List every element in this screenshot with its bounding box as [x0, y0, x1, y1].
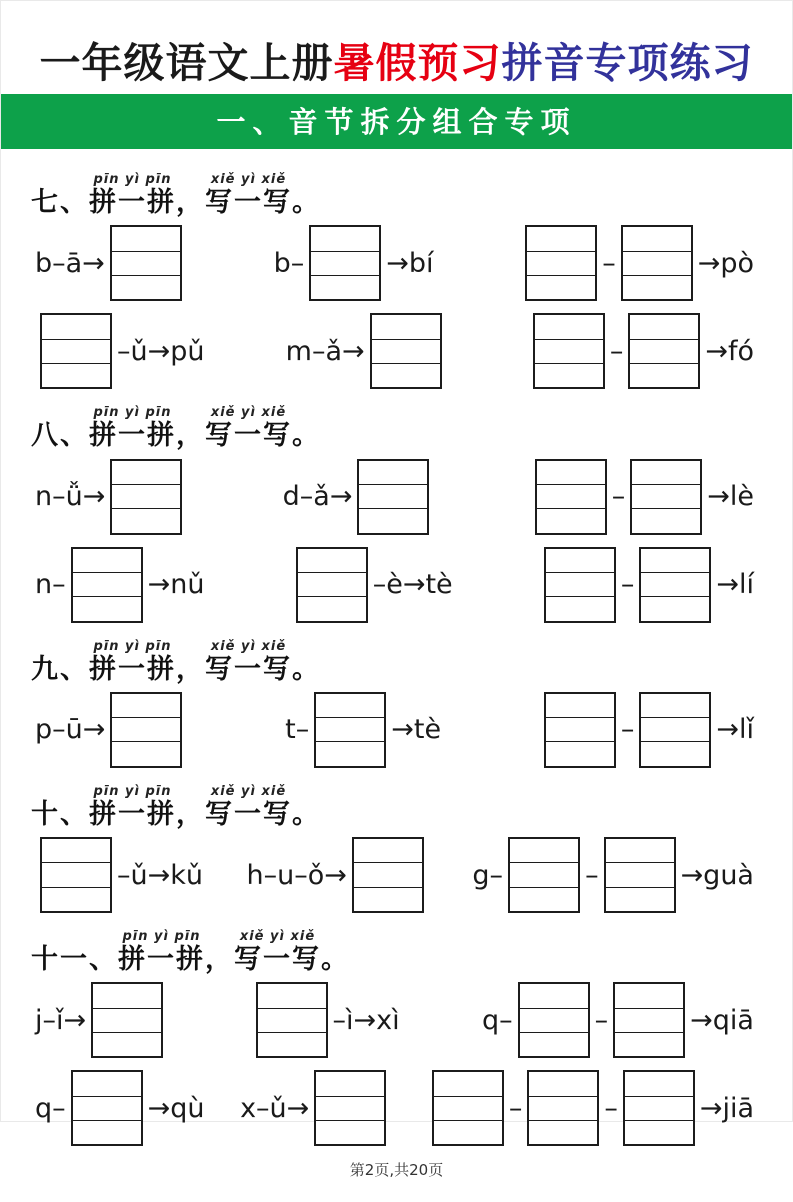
pinyin-text: –ǔ→pǔ: [117, 335, 205, 367]
answer-box-line: [93, 984, 161, 1007]
heading-part: [292, 638, 321, 685]
answer-box[interactable]: [432, 1070, 504, 1146]
heading-text: 写一写: [234, 944, 321, 976]
answer-box-line: [630, 363, 698, 387]
heading-pinyin: [304, 638, 310, 655]
exercise-item: [240, 1068, 391, 1148]
answer-box-line: [93, 1008, 161, 1032]
exercise-item: [539, 545, 754, 625]
answer-box-line: [311, 251, 379, 275]
exercise-item: [35, 457, 187, 537]
answer-box-line: [112, 275, 180, 299]
answer-box[interactable]: [40, 313, 112, 389]
heading-pinyin: [304, 171, 310, 188]
heading-pinyin: [333, 928, 339, 945]
answer-box[interactable]: [613, 982, 685, 1058]
answer-box[interactable]: [639, 692, 711, 768]
pinyin-text: n–: [35, 569, 66, 601]
section-heading: [31, 404, 792, 451]
answer-box[interactable]: [91, 982, 163, 1058]
answer-box-line: [537, 484, 605, 508]
heading-pinyin: xiě yì xiě: [239, 929, 316, 945]
answer-box-line: [529, 1096, 597, 1120]
answer-box-line: [510, 887, 578, 911]
pinyin-text: g–: [472, 859, 504, 891]
answer-box-line: [298, 596, 366, 620]
exercise-item: [286, 311, 447, 391]
section-heading: [31, 638, 792, 685]
pinyin-text: n–ǚ→: [35, 481, 106, 513]
answer-box[interactable]: [370, 313, 442, 389]
answer-box-line: [372, 315, 440, 338]
answer-box[interactable]: [256, 982, 328, 1058]
heading-pinyin: [57, 638, 63, 655]
heading-pinyin: [304, 783, 310, 800]
exercise-item: [35, 835, 203, 915]
answer-box-line: [535, 339, 603, 363]
answer-box-line: [641, 596, 709, 620]
pinyin-text: →nǔ: [147, 569, 205, 601]
pinyin-text: –: [594, 1004, 609, 1036]
exercise-row: [1, 687, 792, 775]
section-heading: [31, 928, 792, 975]
answer-box-line: [112, 227, 180, 250]
pinyin-text: m–ǎ→: [285, 335, 365, 367]
answer-box-line: [630, 315, 698, 338]
heading-part: [176, 171, 205, 218]
exercise-section-1: [1, 171, 792, 396]
answer-box[interactable]: [518, 982, 590, 1058]
answer-box-line: [615, 1008, 683, 1032]
answer-box[interactable]: [533, 313, 605, 389]
pinyin-text: –: [604, 1092, 618, 1124]
answer-box[interactable]: [40, 837, 112, 913]
exercise-item: [427, 1068, 754, 1148]
answer-box-line: [630, 339, 698, 363]
heading-pinyin: xiě yì xiě: [210, 172, 287, 188]
heading-text: ，: [176, 187, 205, 219]
heading-part: [176, 783, 205, 830]
exercise-row: [1, 1065, 792, 1153]
heading-pinyin: pīn yì pīn: [93, 405, 172, 421]
answer-box-line: [625, 1096, 693, 1120]
heading-text: 写一写: [205, 798, 292, 830]
heading-text: 拼一拼: [118, 944, 205, 976]
answer-box-line: [372, 339, 440, 363]
answer-box-line: [546, 572, 614, 596]
answer-box-line: [112, 508, 180, 532]
answer-box-line: [632, 508, 700, 532]
answer-box-line: [434, 1096, 502, 1120]
answer-box-line: [546, 717, 614, 741]
exercise-row: [1, 454, 792, 542]
pinyin-text: →qù: [147, 1092, 205, 1124]
answer-box[interactable]: [623, 1070, 695, 1146]
pinyin-text: x–ǔ→: [240, 1092, 310, 1124]
heading-text: 写一写: [205, 187, 292, 219]
answer-box[interactable]: [352, 837, 424, 913]
exercise-item: [528, 311, 754, 391]
exercise-item: [472, 835, 754, 915]
answer-box-line: [615, 984, 683, 1007]
heading-pinyin: xiě yì xiě: [210, 638, 287, 654]
answer-box[interactable]: [621, 225, 693, 301]
answer-box[interactable]: [544, 547, 616, 623]
answer-box-line: [606, 862, 674, 886]
answer-box-line: [112, 484, 180, 508]
answer-box-line: [641, 572, 709, 596]
exercise-item: [35, 545, 204, 625]
heading-pinyin: pīn yì pīn: [93, 638, 172, 654]
banner-text: 一、音节拆分组合专项: [216, 105, 577, 140]
heading-text: 拼一拼: [89, 420, 176, 452]
answer-box-line: [535, 315, 603, 338]
heading-text: 。: [292, 653, 321, 685]
pinyin-text: –: [620, 569, 635, 601]
answer-box-line: [510, 862, 578, 886]
heading-text: 写一写: [205, 653, 292, 685]
answer-box-line: [42, 363, 110, 387]
pinyin-text: →lǐ: [716, 714, 754, 746]
exercise-section-5: [1, 928, 792, 1153]
heading-part: [205, 783, 292, 830]
heading-text: 八、: [31, 420, 89, 452]
answer-box-line: [42, 887, 110, 911]
answer-box[interactable]: [630, 459, 702, 535]
answer-box-line: [537, 461, 605, 484]
answer-box-line: [316, 1120, 384, 1144]
exercise-item: [285, 690, 441, 770]
answer-box-line: [311, 275, 379, 299]
heading-part: [89, 638, 176, 685]
answer-box[interactable]: [71, 547, 143, 623]
pinyin-text: p–ū→: [35, 714, 106, 746]
exercise-row: [1, 832, 792, 920]
heading-part: [31, 404, 89, 451]
answer-box-line: [372, 363, 440, 387]
exercise-item: [35, 223, 187, 303]
answer-box-line: [311, 227, 379, 250]
heading-part: [176, 404, 205, 451]
answer-box[interactable]: [628, 313, 700, 389]
heading-text: ，: [176, 653, 205, 685]
heading-part: [205, 171, 292, 218]
heading-part: [205, 638, 292, 685]
answer-box-line: [316, 717, 384, 741]
heading-text: 七、: [31, 187, 89, 219]
answer-box-line: [73, 572, 141, 596]
answer-box[interactable]: [604, 837, 676, 913]
title-part-red: 暑假预习: [333, 40, 502, 86]
answer-box-line: [298, 549, 366, 572]
answer-box[interactable]: [314, 1070, 386, 1146]
exercise-item: [35, 311, 205, 391]
answer-box[interactable]: [527, 1070, 599, 1146]
pinyin-text: –: [611, 481, 626, 513]
answer-box-line: [623, 251, 691, 275]
pinyin-text: –: [609, 335, 624, 367]
heading-pinyin: [188, 638, 194, 655]
pinyin-text: →lè: [707, 481, 754, 513]
exercise-section-4: [1, 783, 792, 920]
heading-pinyin: [57, 171, 63, 188]
section-heading: [31, 783, 792, 830]
answer-box-line: [529, 1120, 597, 1144]
answer-box[interactable]: [71, 1070, 143, 1146]
exercise-item: [520, 223, 754, 303]
answer-box-line: [625, 1072, 693, 1095]
answer-box[interactable]: [314, 692, 386, 768]
pinyin-text: –è→tè: [372, 569, 453, 601]
heading-part: [31, 171, 89, 218]
exercise-item: [539, 690, 754, 770]
exercise-item: [283, 457, 435, 537]
pinyin-text: →qiā: [690, 1004, 754, 1036]
exercise-item: [35, 980, 168, 1060]
exercise-item: [35, 690, 187, 770]
heading-text: 拼一拼: [89, 798, 176, 830]
answer-box-line: [316, 741, 384, 765]
answer-box-line: [434, 1120, 502, 1144]
heading-pinyin: [188, 783, 194, 800]
pinyin-text: d–ǎ→: [282, 481, 353, 513]
answer-box-line: [623, 275, 691, 299]
answer-box-line: [546, 549, 614, 572]
pinyin-text: h–u–ǒ→: [246, 859, 347, 891]
heading-pinyin: pīn yì pīn: [93, 783, 172, 799]
pinyin-text: –: [620, 714, 635, 746]
answer-box-line: [546, 596, 614, 620]
answer-box-line: [510, 839, 578, 862]
pinyin-text: –ì→xì: [332, 1004, 400, 1036]
heading-part: [205, 404, 292, 451]
pinyin-text: →guà: [680, 859, 754, 891]
pinyin-text: q–: [35, 1092, 66, 1124]
answer-box-line: [641, 741, 709, 765]
exercise-row: [1, 977, 792, 1065]
answer-box-line: [316, 1072, 384, 1095]
heading-text: 。: [321, 944, 350, 976]
answer-box-line: [73, 596, 141, 620]
title-part-blue: 拼音专项练习: [501, 40, 754, 86]
heading-text: ，: [176, 420, 205, 452]
heading-pinyin: [57, 783, 63, 800]
answer-box-line: [529, 1072, 597, 1095]
heading-pinyin: [188, 404, 194, 421]
exercise-sections: [1, 149, 792, 1153]
answer-box-line: [615, 1032, 683, 1056]
pinyin-text: j–ǐ→: [35, 1004, 87, 1036]
answer-box-line: [546, 741, 614, 765]
heading-pinyin: pīn yì pīn: [122, 929, 201, 945]
heading-part: [292, 783, 321, 830]
answer-box-line: [520, 1008, 588, 1032]
answer-box-line: [527, 275, 595, 299]
answer-box-line: [625, 1120, 693, 1144]
answer-box[interactable]: [525, 225, 597, 301]
answer-box-line: [354, 839, 422, 862]
pinyin-text: →lí: [716, 569, 754, 601]
answer-box[interactable]: [110, 459, 182, 535]
exercise-item: [251, 980, 400, 1060]
heading-part: [118, 928, 205, 975]
answer-box[interactable]: [357, 459, 429, 535]
answer-box-line: [93, 1032, 161, 1056]
heading-part: [89, 783, 176, 830]
answer-box-line: [520, 1032, 588, 1056]
exercise-section-3: [1, 638, 792, 775]
page-number: 第2页,共20页: [349, 1161, 444, 1180]
answer-box-line: [112, 717, 180, 741]
answer-box-line: [354, 887, 422, 911]
answer-box-line: [316, 1096, 384, 1120]
answer-box-line: [632, 461, 700, 484]
heading-part: [205, 928, 234, 975]
pinyin-text: –: [585, 859, 599, 891]
heading-text: 。: [292, 187, 321, 219]
heading-pinyin: [217, 928, 223, 945]
heading-text: ，: [205, 944, 234, 976]
heading-pinyin: [304, 404, 310, 421]
section-heading: [31, 171, 792, 218]
heading-pinyin: xiě yì xiě: [210, 405, 287, 421]
answer-box-line: [73, 1096, 141, 1120]
pinyin-text: →jiā: [699, 1092, 754, 1124]
answer-box[interactable]: [544, 692, 616, 768]
heading-part: [176, 638, 205, 685]
answer-box-line: [434, 1072, 502, 1095]
heading-text: 十一、: [31, 944, 118, 976]
answer-box-line: [112, 694, 180, 717]
answer-box-line: [623, 227, 691, 250]
exercise-section-2: [1, 404, 792, 629]
answer-box-line: [298, 572, 366, 596]
heading-text: ，: [176, 798, 205, 830]
answer-box-line: [606, 839, 674, 862]
answer-box-line: [359, 461, 427, 484]
answer-box-line: [73, 1072, 141, 1095]
answer-box[interactable]: [508, 837, 580, 913]
heading-pinyin: [72, 928, 78, 945]
heading-text: 写一写: [205, 420, 292, 452]
heading-part: [89, 171, 176, 218]
page-title: [9, 41, 784, 86]
heading-part: [292, 171, 321, 218]
heading-part: [31, 783, 89, 830]
heading-pinyin: pīn yì pīn: [93, 172, 172, 188]
answer-box-line: [527, 227, 595, 250]
answer-box-line: [632, 484, 700, 508]
heading-part: [321, 928, 350, 975]
heading-text: 。: [292, 420, 321, 452]
answer-box-line: [258, 984, 326, 1007]
answer-box-line: [73, 1120, 141, 1144]
pinyin-text: b–: [273, 247, 305, 279]
pinyin-text: →bí: [386, 247, 434, 279]
answer-box-line: [606, 887, 674, 911]
heading-part: [234, 928, 321, 975]
heading-text: 十、: [31, 798, 89, 830]
answer-box-line: [527, 251, 595, 275]
answer-box-line: [112, 251, 180, 275]
answer-box-line: [359, 484, 427, 508]
answer-box-line: [520, 984, 588, 1007]
heading-pinyin: [188, 171, 194, 188]
heading-text: 九、: [31, 653, 89, 685]
answer-box-line: [42, 839, 110, 862]
answer-box-line: [641, 717, 709, 741]
answer-box-line: [42, 862, 110, 886]
exercise-row: [1, 308, 792, 396]
heading-pinyin: xiě yì xiě: [210, 783, 287, 799]
pinyin-text: –: [508, 1092, 523, 1124]
exercise-item: [247, 835, 429, 915]
pinyin-text: q–: [482, 1004, 513, 1036]
answer-box-line: [546, 694, 614, 717]
heading-text: 。: [292, 798, 321, 830]
answer-box-line: [354, 862, 422, 886]
pinyin-text: t–: [285, 714, 310, 746]
answer-box[interactable]: [110, 225, 182, 301]
answer-box[interactable]: [309, 225, 381, 301]
section-banner: [1, 94, 792, 149]
answer-box-line: [73, 549, 141, 572]
answer-box-line: [537, 508, 605, 532]
page-footer: [1, 1153, 792, 1202]
answer-box[interactable]: [110, 692, 182, 768]
heading-pinyin: [57, 404, 63, 421]
title-part-black: 一年级语文上册: [39, 40, 334, 86]
answer-box[interactable]: [296, 547, 368, 623]
heading-text: 拼一拼: [89, 187, 176, 219]
exercise-item: [482, 980, 754, 1060]
exercise-row: [1, 220, 792, 308]
answer-box-line: [258, 1008, 326, 1032]
exercise-row: [1, 542, 792, 630]
pinyin-text: →pò: [697, 247, 754, 279]
answer-box-line: [359, 508, 427, 532]
answer-box-line: [112, 461, 180, 484]
heading-part: [31, 928, 118, 975]
exercise-item: [35, 1068, 205, 1148]
answer-box-line: [42, 315, 110, 338]
heading-part: [31, 638, 89, 685]
answer-box-line: [42, 339, 110, 363]
answer-box[interactable]: [639, 547, 711, 623]
pinyin-text: –: [602, 247, 616, 279]
answer-box-line: [641, 549, 709, 572]
answer-box-line: [641, 694, 709, 717]
answer-box-line: [112, 741, 180, 765]
pinyin-text: →fó: [705, 335, 754, 367]
pinyin-text: –ǔ→kǔ: [117, 859, 203, 891]
exercise-item: [291, 545, 453, 625]
pinyin-text: →tè: [391, 714, 442, 746]
answer-box-line: [258, 1032, 326, 1056]
heading-part: [89, 404, 176, 451]
heading-text: 拼一拼: [89, 653, 176, 685]
exercise-item: [274, 223, 434, 303]
pinyin-text: b–ā→: [35, 247, 105, 279]
heading-part: [292, 404, 321, 451]
answer-box[interactable]: [535, 459, 607, 535]
answer-box-line: [316, 694, 384, 717]
answer-box-line: [535, 363, 603, 387]
exercise-item: [530, 457, 754, 537]
